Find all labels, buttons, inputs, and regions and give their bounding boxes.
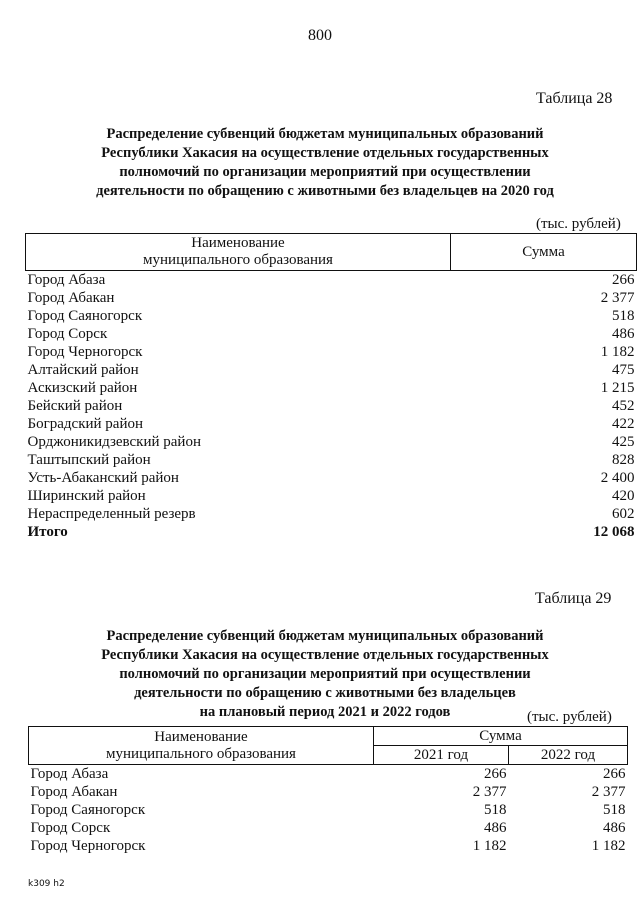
sum-2021-value: 518	[484, 802, 507, 818]
caption-line: на плановый период 2021 и 2022 годов	[199, 704, 451, 720]
column-header-sum: Сумма	[374, 727, 628, 746]
sum-value: 425	[612, 434, 635, 450]
table-row	[26, 361, 637, 379]
column-header-2021: 2021 год	[374, 746, 509, 765]
municipality-name: Город Сорск	[30, 820, 111, 836]
table-row	[26, 433, 637, 451]
municipality-name: Ширинский район	[27, 488, 146, 504]
sum-2021-value: 1 182	[472, 838, 507, 854]
table-28-units: (тыс. рублей)	[536, 216, 621, 232]
caption-line: Распределение субвенций бюджетам муниципальных образований	[106, 628, 544, 644]
table-28	[25, 233, 637, 541]
sum-value: 452	[612, 398, 635, 414]
municipality-name: Город Абакан	[27, 290, 115, 306]
column-header-2022: 2022 год	[509, 746, 628, 765]
sum-2021-value: 486	[484, 820, 507, 836]
municipality-name: Аскизский район	[27, 380, 138, 396]
sum-value: 420	[612, 488, 635, 504]
sum-value: 518	[612, 308, 635, 324]
sum-2021-value: 2 377	[472, 784, 507, 800]
caption-line: полномочий по организации мероприятий при осуществлении	[119, 164, 531, 180]
sum-value: 1 182	[600, 344, 635, 360]
column-header-sum: Сумма	[451, 234, 637, 271]
table-29-units: (тыс. рублей)	[527, 709, 612, 725]
table-row	[26, 307, 637, 325]
municipality-name: Усть-Абаканский район	[27, 470, 179, 486]
sum-value: 828	[612, 452, 635, 468]
table-row	[26, 325, 637, 343]
sum-value: 266	[612, 272, 635, 288]
table-row	[29, 837, 628, 855]
table-row	[26, 397, 637, 415]
table-29-label: Таблица 29	[535, 590, 612, 607]
table-row	[26, 487, 637, 505]
sum-2022-value: 266	[603, 766, 626, 782]
municipality-name: Таштыпский район	[27, 452, 151, 468]
table-row	[26, 505, 637, 523]
municipality-name: Город Абаза	[27, 272, 106, 288]
caption-line: деятельности по обращению с животными без владельцев	[134, 685, 516, 701]
municipality-name: Город Саяногорск	[30, 802, 146, 818]
table-row	[26, 289, 637, 307]
caption-line: Республики Хакасия на осуществление отдельных государственных	[101, 647, 549, 663]
table-row	[26, 379, 637, 397]
table-row	[26, 415, 637, 433]
sum-value: 2 400	[600, 470, 635, 486]
municipality-name: Город Абаза	[30, 766, 109, 782]
municipality-name: Город Черногорск	[27, 344, 143, 360]
table-row	[29, 801, 628, 819]
table-28-caption	[30, 125, 620, 201]
table-row	[29, 819, 628, 837]
table-row	[26, 451, 637, 469]
column-header-name: Наименование муниципального образования	[26, 234, 451, 271]
page-number: 800	[308, 27, 332, 44]
municipality-name: Бейский район	[27, 398, 123, 414]
total-value: 12 068	[593, 524, 635, 540]
sum-value: 1 215	[600, 380, 635, 396]
sum-2022-value: 486	[603, 820, 626, 836]
column-header-name: Наименование муниципального образования	[29, 727, 374, 765]
table-29	[28, 726, 628, 855]
municipality-name: Город Абакан	[30, 784, 118, 800]
table-row	[26, 343, 637, 361]
sum-2022-value: 2 377	[591, 784, 626, 800]
sum-value: 486	[612, 326, 635, 342]
footer-code: k309 h2	[28, 879, 65, 889]
sum-value: 475	[612, 362, 635, 378]
municipality-name: Боградский район	[27, 416, 144, 432]
municipality-name: Орджоникидзевский район	[27, 434, 201, 450]
caption-line: Распределение субвенций бюджетам муниципальных образований	[106, 126, 544, 142]
table-29-caption	[30, 627, 620, 722]
table-row	[26, 271, 637, 290]
municipality-name: Город Саяногорск	[27, 308, 143, 324]
caption-line: полномочий по организации мероприятий при осуществлении	[119, 666, 531, 682]
municipality-name: Город Сорск	[27, 326, 108, 342]
table-header-row	[29, 727, 628, 746]
sum-2022-value: 1 182	[591, 838, 626, 854]
total-row	[26, 523, 637, 541]
table-row	[29, 765, 628, 784]
caption-line: Республики Хакасия на осуществление отдельных государственных	[101, 145, 549, 161]
sum-value: 602	[612, 506, 635, 522]
table-28-label: Таблица 28	[536, 90, 613, 107]
sum-value: 2 377	[600, 290, 635, 306]
table-header-row	[26, 234, 637, 271]
table-row	[29, 783, 628, 801]
table-row	[26, 469, 637, 487]
sum-2021-value: 266	[484, 766, 507, 782]
municipality-name: Нераспределенный резерв	[27, 506, 196, 522]
sum-value: 422	[612, 416, 635, 432]
caption-line: деятельности по обращению с животными без владельцев на 2020 год	[96, 183, 554, 199]
total-label: Итого	[27, 524, 68, 540]
municipality-name: Город Черногорск	[30, 838, 146, 854]
sum-2022-value: 518	[603, 802, 626, 818]
municipality-name: Алтайский район	[27, 362, 139, 378]
